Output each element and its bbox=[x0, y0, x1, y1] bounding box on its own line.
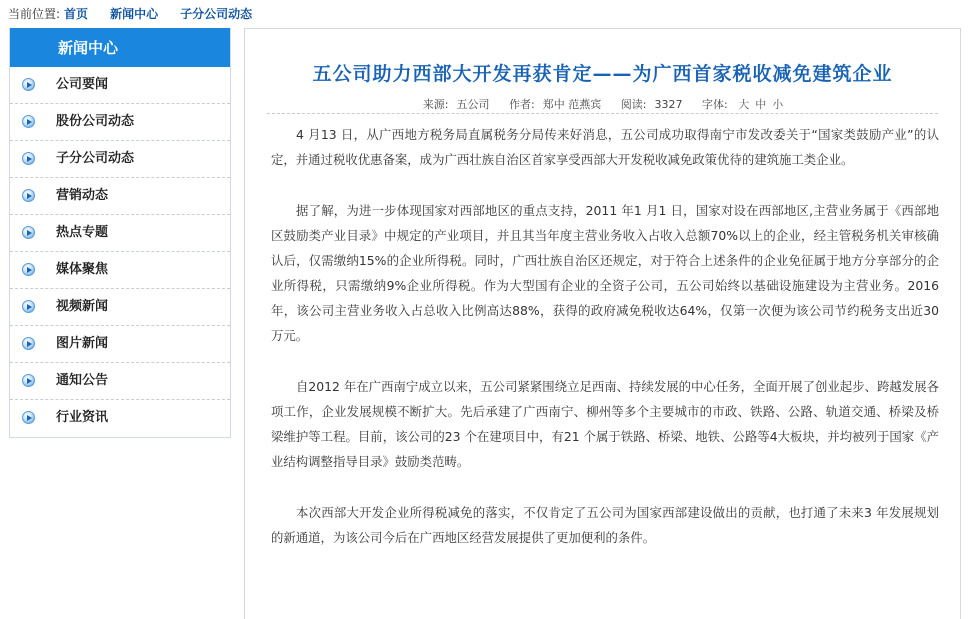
sidebar-item-marketing-news[interactable] bbox=[10, 178, 230, 215]
font-size-large-button[interactable]: 大 bbox=[738, 98, 750, 111]
sidebar-item-label: 图片新闻 bbox=[56, 336, 109, 351]
breadcrumb bbox=[8, 5, 252, 23]
article-meta bbox=[245, 96, 960, 112]
breadcrumb-home-link[interactable]: 首页 bbox=[64, 7, 89, 21]
arrow-circle-icon bbox=[22, 263, 35, 276]
article-paragraph-3: 自2012 年在广西南宁成立以来，五公司紧紧围绕立足西南、持续发展的中心任务，全面开展了创业起步、跨越发展各项工作，企业发展规模不断扩大。先后承建了广西南宁、柳州等多个主要城市的市政、铁路、公路、轨道交通、桥梁及桥梁维护等工程。目前，该公司的23 个在建项目中，有21 个属于铁路、桥梁、地铁、公路等4大板块，并均被列于国家《产业结构调整指导目录》鼓励类范畴。 bbox=[271, 379, 939, 469]
meta-source-value: 五公司 bbox=[456, 98, 490, 111]
meta-views bbox=[617, 98, 687, 111]
sidebar-item-corporation-news[interactable] bbox=[10, 104, 230, 141]
article-paragraph-4: 本次西部大开发企业所得税减免的落实，不仅肯定了五公司为国家西部建设做出的贡献，也打通了未来3 年发展规划的新通道，为该公司今后在广西地区经营发展提供了更加便利的条件。 bbox=[271, 505, 939, 545]
sidebar-item-subsidiary-news[interactable] bbox=[10, 141, 230, 178]
article-title: 五公司助力西部大开发再获肯定——为广西首家税收减免建筑企业 bbox=[312, 63, 893, 85]
arrow-circle-icon bbox=[22, 189, 35, 202]
sidebar-item-label: 公司要闻 bbox=[56, 77, 109, 92]
font-size-small-button[interactable]: 小 bbox=[772, 98, 784, 111]
article-paragraph-2: 据了解，为进一步体现国家对西部地区的重点支持，2011 年1 月1 日，国家对设在西部地区,主营业务属于《西部地区鼓励类产业目录》中规定的产业项目，并且其当年度主营业务收入占收入总额70%以上的企业，经主管税务机关审核确认后，仅需缴纳15%的企业所得税。同时，广西壮族自治区还规定，对于符合上述条件的企业免征属于地方分享部分的企业所得税，只需缴纳9%企业所得税。作为大型国有企业的全资子公司，五公司始终以基础设施建设为主营业务。2016 年，该公司主营业务收入占总收入比例高达88%，获得的政府减免税收达64%，仅第一次便为该公司节约税务支出近30 万元。 bbox=[271, 203, 939, 343]
meta-author bbox=[505, 98, 605, 111]
meta-font bbox=[698, 98, 786, 111]
meta-divider bbox=[267, 113, 938, 114]
sidebar-item-label: 行业资讯 bbox=[56, 410, 109, 425]
article-body bbox=[271, 122, 939, 576]
breadcrumb-news-center-link[interactable]: 新闻中心 bbox=[110, 7, 159, 21]
arrow-circle-icon bbox=[22, 337, 35, 350]
arrow-circle-icon bbox=[22, 152, 35, 165]
font-size-medium-button[interactable]: 中 bbox=[755, 98, 767, 111]
meta-author-label: 作者: bbox=[509, 98, 535, 111]
sidebar-title: 新闻中心 bbox=[10, 28, 230, 67]
arrow-circle-icon bbox=[22, 374, 35, 387]
breadcrumb-subsidiary-link[interactable]: 子分公司动态 bbox=[180, 7, 253, 21]
sidebar-item-company-news[interactable] bbox=[10, 67, 230, 104]
sidebar-item-label: 视频新闻 bbox=[56, 299, 109, 314]
arrow-circle-icon bbox=[22, 226, 35, 239]
sidebar-item-label: 热点专题 bbox=[56, 225, 109, 240]
breadcrumb-prefix: 当前位置: bbox=[8, 7, 61, 21]
meta-views-label: 阅读: bbox=[620, 98, 647, 111]
arrow-circle-icon bbox=[22, 78, 35, 91]
meta-source-label: 来源: bbox=[422, 98, 449, 111]
sidebar-item-label: 媒体聚焦 bbox=[56, 262, 109, 277]
meta-font-label: 字体: bbox=[701, 98, 728, 111]
arrow-circle-icon bbox=[22, 300, 35, 313]
sidebar-item-photo-news[interactable] bbox=[10, 326, 230, 363]
meta-source bbox=[419, 98, 494, 111]
sidebar-item-media-focus[interactable] bbox=[10, 252, 230, 289]
sidebar-item-label: 子分公司动态 bbox=[56, 151, 135, 166]
sidebar-item-label: 股份公司动态 bbox=[56, 114, 135, 129]
sidebar-item-label: 通知公告 bbox=[56, 373, 109, 388]
article-panel bbox=[244, 28, 961, 619]
sidebar-item-industry-info[interactable] bbox=[10, 400, 230, 437]
arrow-circle-icon bbox=[22, 115, 35, 128]
sidebar bbox=[9, 28, 231, 438]
meta-author-value: 郑中 范燕宾 bbox=[542, 98, 602, 111]
sidebar-item-hot-topics[interactable] bbox=[10, 215, 230, 252]
sidebar-item-video-news[interactable] bbox=[10, 289, 230, 326]
sidebar-item-label: 营销动态 bbox=[56, 188, 109, 203]
meta-views-value: 3327 bbox=[654, 98, 683, 111]
article-paragraph-1: 4 月13 日，从广西地方税务局直属税务分局传来好消息，五公司成功取得南宁市发改委关于“国家类鼓励产业”的认定，并通过税收优惠备案，成为广西壮族自治区首家享受西部大开发税收减免政策优待的建筑施工类企业。 bbox=[271, 127, 939, 167]
arrow-circle-icon bbox=[22, 411, 35, 424]
sidebar-item-announcements[interactable] bbox=[10, 363, 230, 400]
